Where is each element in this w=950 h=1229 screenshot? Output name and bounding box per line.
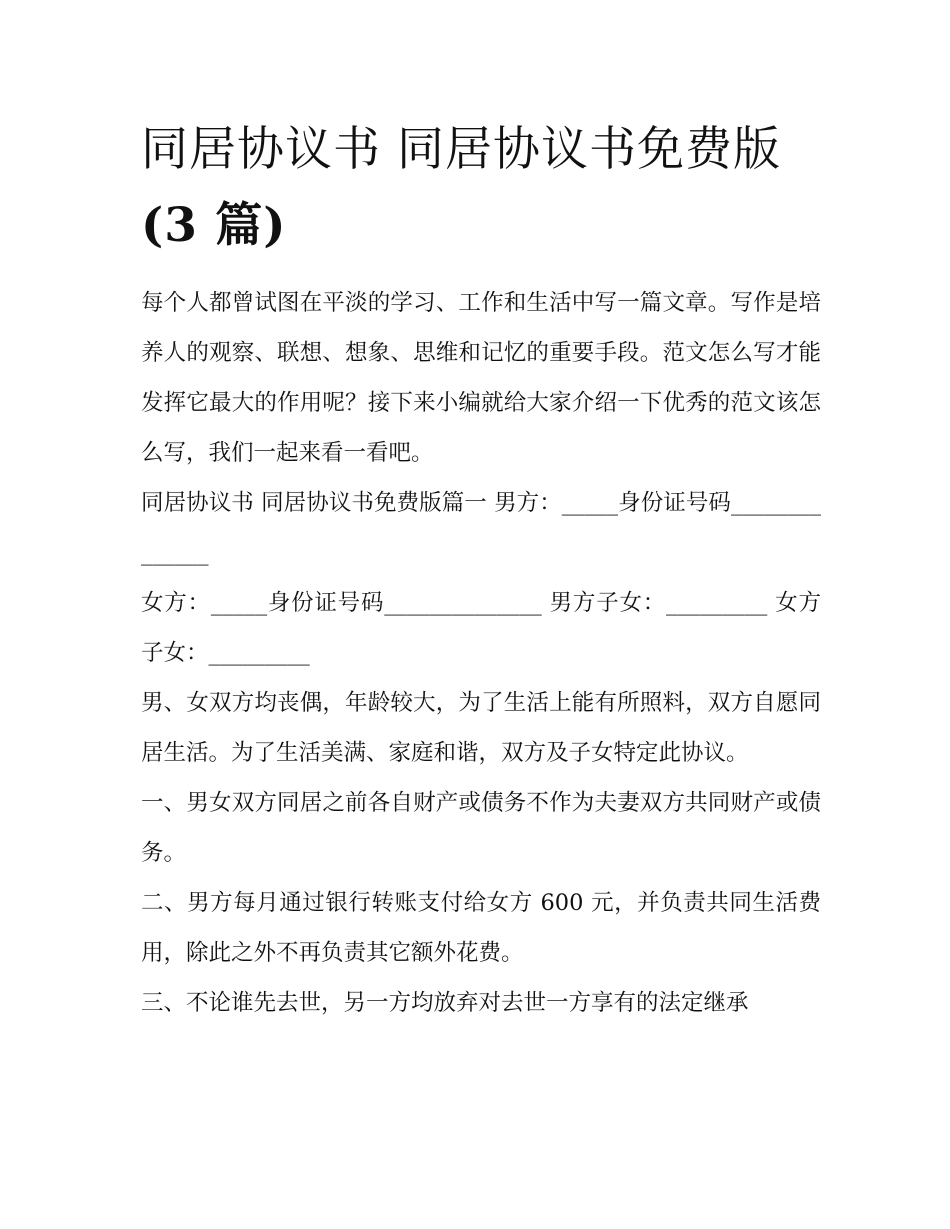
title-line-1: 同居协议书 同居协议书免费版 [141, 122, 781, 177]
clause-2: 二、男方每月通过银行转账支付给女方 600 元，并负责共同生活费用，除此之外不再负责其它额外花费。 [141, 890, 821, 966]
background-paragraph: 男、女双方均丧偶，年龄较大，为了生活上能有所照料，双方自愿同居生活。为了生活美满、家庭和谐，双方及子女特定此协议。 [141, 690, 821, 766]
female-party-line: 女方：_____身份证号码______________ 男方子女：_________ 女方子女：_________ [141, 590, 821, 666]
clause-1: 一、男女双方同居之前各自财产或债务不作为夫妻双方共同财产或债务。 [141, 790, 821, 866]
male-party-line: 同居协议书 同居协议书免费版篇一 男方：_____身份证号码______________ [141, 490, 821, 566]
intro-paragraph: 每个人都曾试图在平淡的学习、工作和生活中写一篇文章。写作是培养人的观察、联想、想象、思维和记忆的重要手段。范文怎么写才能发挥它最大的作用呢？接下来小编就给大家介绍一下优秀的范文该怎么写，我们一起来看一看吧。 [141, 290, 821, 466]
title-line-2: (3 篇) [141, 198, 287, 253]
document-title [141, 112, 821, 264]
document-page [141, 112, 821, 1028]
clause-3: 三、不论谁先去世，另一方均放弃对去世一方享有的法定继承 [141, 990, 749, 1016]
